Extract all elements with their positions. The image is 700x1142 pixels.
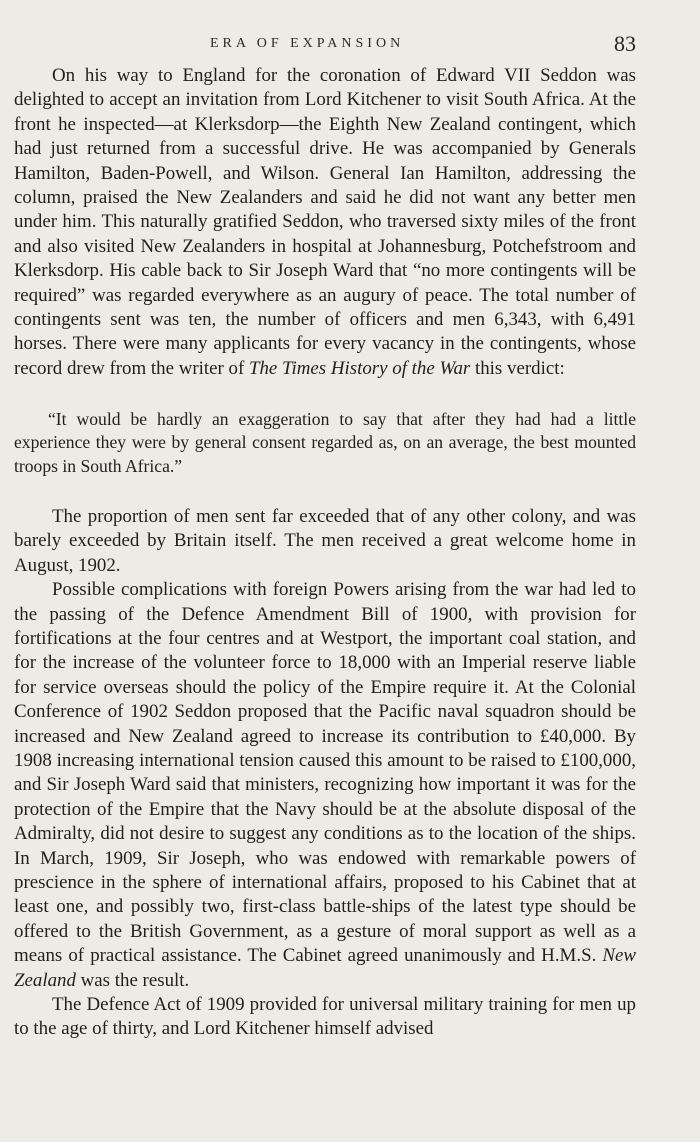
- paragraph-3: [14, 578, 636, 993]
- paragraph-3-text-a: Possible complications with foreign Powers arising from the war had led to the passing of the Defence Amendment Bill of 1900, with provision for fortifications at the four centres and at Westport, the important coal station, and for the increase of the volunteer force to 18,000 with an Imperial reserve liable for service overseas should the policy of the Empire require it. At the Colonial Conference of 1902 Seddon proposed that the Pacific naval squadron should be increased and New Zealand agreed to increase its contribution to £40,000. By 1908 increasing international tension caused this amount to be raised to £100,000, and Sir Joseph Ward said that ministers, recognizing how important it was for the protection of the Empire that the Navy should be at the absolute disposal of the Admiralty, did not desire to suggest any conditions as to the location of the ships. In March, 1909, Sir Joseph, who was endowed with remarkable powers of prescience in the sphere of international affairs, proposed to his Cabinet that at least one, and possibly two, first-class battle-ships of the latest type should be offered to the British Government, as a gesture of moral support as well as a means of practical assistance. The Cabinet agreed unanimously and H.M.S.: [14, 579, 636, 967]
- block-quote: “It would be hardly an exaggeration to say that after they had had a little experience they were by general consent regarded as, on an average, the best mounted troops in South Africa.”: [14, 409, 636, 476]
- paragraph-1-title: The Times History of the War: [248, 357, 471, 379]
- paragraph-3-text-b: was the result.: [75, 969, 190, 991]
- paragraph-1-text-a: On his way to England for the coronation of Edward VII Seddon was delighted to accept an invitation from Lord Kitchener to visit South Africa. At the front he inspected—at Klerksdorp—the Eighth New Zealand contingent, which had just returned from a successful drive. He was accompanied by Generals Hamilton, Baden-Powell, and Wilson. General Ian Hamilton, addressing the column, praised the New Zealanders and said he did not want any better men under him. This naturally gratified Seddon, who traversed sixty miles of the front and also visited New Zealanders in hospital at Johannesburg, Potchefstroom and Klerksdorp. His cable back to Sir Joseph Ward that “no more contingents will be required” was regarded everywhere as an augury of peace. The total number of contingents sent was ten, the number of officers and men 6,343, with 6,491 horses. There were many applicants for every vacancy in the contingents, whose record drew from the writer of: [14, 65, 636, 379]
- paragraph-1: [14, 64, 636, 381]
- page-number: 83: [614, 31, 636, 56]
- paragraph-4: The Defence Act of 1909 provided for universal military training for men up to the age of thirty, and Lord Kitchener himself advised: [14, 994, 636, 1040]
- running-head: ERA OF EXPANSION: [210, 36, 405, 51]
- paragraph-3-ship-name: New Zealand: [14, 945, 636, 991]
- page-header: [14, 32, 636, 58]
- page-body: [14, 64, 636, 1042]
- paragraph-2: The proportion of men sent far exceeded that of any other colony, and was barely exceeded by Britain itself. The men received a great welcome home in August, 1902.: [14, 505, 636, 576]
- paragraph-1-text-b: this verdict:: [470, 357, 565, 379]
